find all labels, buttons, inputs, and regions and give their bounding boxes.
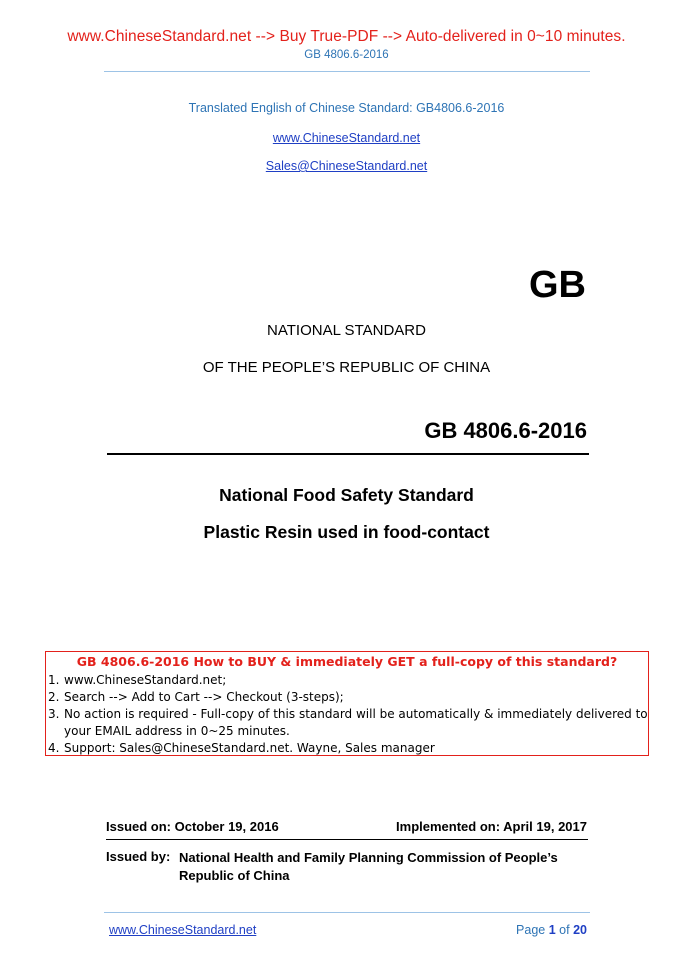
email-link-row	[0, 157, 693, 175]
page-total: 20	[573, 923, 587, 937]
title-divider	[107, 453, 589, 455]
buy-step	[48, 724, 290, 738]
standard-code: GB 4806.6-2016	[424, 418, 587, 443]
top-banner[interactable]: www.ChineseStandard.net --> Buy True-PDF --> Auto-delivered in 0~10 minutes.	[67, 28, 626, 45]
buy-box-title: GB 4806.6-2016 How to BUY & immediately GET a full-copy of this standard?	[76, 654, 618, 669]
issuing-authority: National Health and Family Planning Commission of People’s Republic of China	[179, 850, 558, 883]
translated-note: Translated English of Chinese Standard: GB4806.6-2016	[188, 101, 505, 115]
buy-step-number: 4.	[48, 741, 60, 755]
buy-step-number: 2.	[48, 690, 60, 704]
buy-step-number: 3.	[48, 707, 60, 721]
issue-divider	[106, 839, 588, 840]
buy-step-text: Support: Sales@ChineseStandard.net. Wayne, Sales manager	[64, 741, 435, 755]
issued-on-date: Issued on: October 19, 2016	[106, 819, 279, 834]
footer-site-link[interactable]: www.ChineseStandard.net	[109, 923, 257, 937]
buy-step	[48, 741, 435, 755]
site-link[interactable]: www.ChineseStandard.net	[272, 131, 421, 145]
buy-step	[48, 707, 648, 721]
national-standard-line2: OF THE PEOPLE’S REPUBLIC OF CHINA	[202, 359, 491, 376]
buy-step-text: Search --> Add to Cart --> Checkout (3-steps);	[64, 690, 344, 704]
page-current: 1	[548, 923, 556, 937]
buy-instructions-box	[45, 651, 649, 756]
implemented-on-date: Implemented on: April 19, 2017	[396, 819, 587, 834]
buy-step-number: 1.	[48, 673, 60, 687]
page-number	[516, 923, 587, 937]
national-standard-line1: NATIONAL STANDARD	[267, 322, 426, 339]
document-title-line2: Plastic Resin used in food-contact	[203, 522, 490, 542]
document-title-line1: National Food Safety Standard	[219, 485, 474, 505]
gb-mark: GB	[529, 264, 586, 306]
buy-step-text[interactable]: www.ChineseStandard.net;	[64, 673, 227, 687]
issued-by-label: Issued by:	[106, 849, 171, 864]
buy-step	[48, 690, 344, 704]
footer-divider	[104, 912, 590, 913]
email-link[interactable]: Sales@ChineseStandard.net	[265, 159, 428, 173]
page-of: of	[559, 923, 570, 937]
site-link-row	[0, 129, 693, 147]
header-standard-code: GB 4806.6-2016	[304, 49, 389, 61]
buy-step	[48, 673, 226, 687]
buy-step-text: No action is required - Full-copy of this standard will be automatically & immediately delivered to	[64, 707, 648, 721]
buy-step-text: your EMAIL address in 0~25 minutes.	[64, 724, 290, 738]
page-label: Page	[516, 923, 546, 937]
header-divider	[104, 71, 590, 72]
